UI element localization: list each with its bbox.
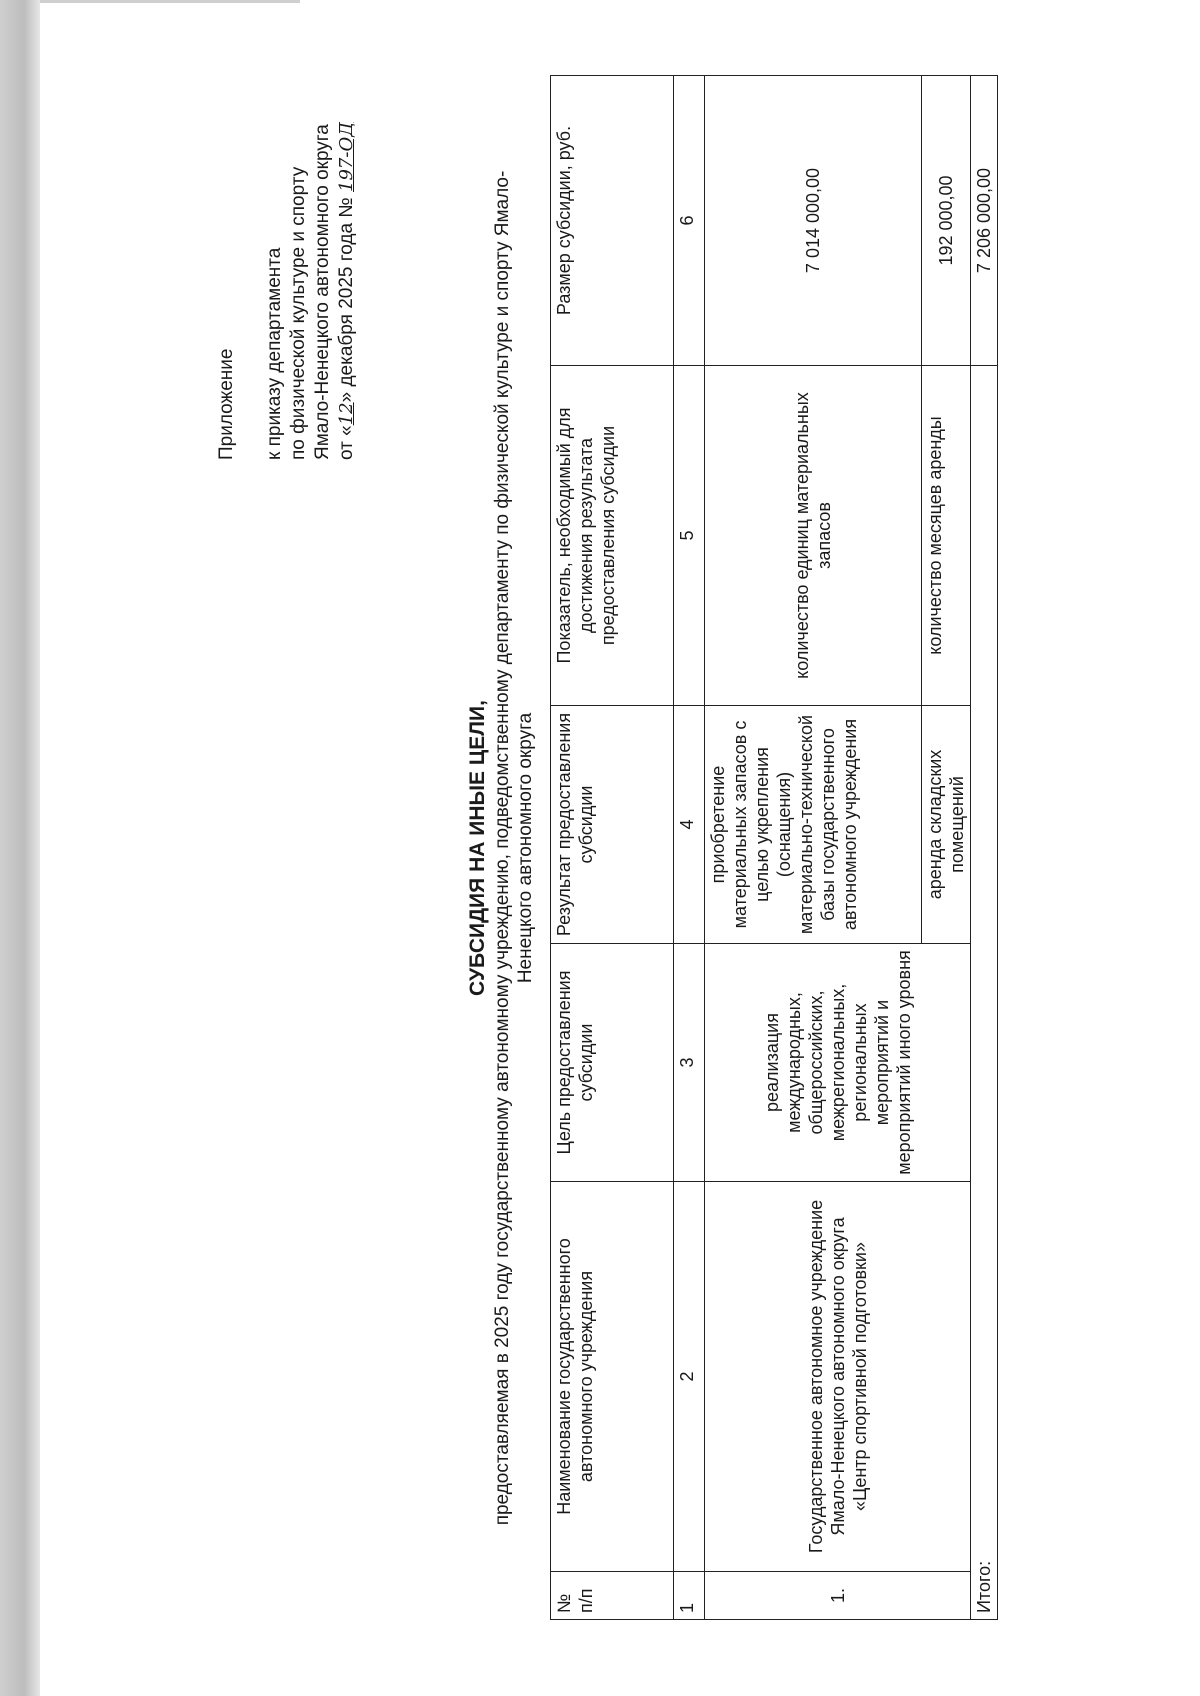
date-middle: » декабря 2025 года № (336, 197, 357, 403)
column-number-3: 3 (674, 944, 705, 1182)
document-subtitle: предоставляемая в 2025 году государственному автономному учреждению, подведомственному департаменту по физической культуре и спорту Ямало-Ненецкого автономного округа (492, 170, 536, 1526)
row-institution: Государственное автономное учреждение Ямало-Ненецкого автономного округа «Центр спортивной подготовки» (705, 1182, 971, 1572)
total-amount: 7 206 000,00 (971, 76, 998, 366)
column-number-4: 4 (674, 706, 705, 944)
row-goal: реализация международных, общероссийских, межрегиональных, региональных мероприятий и мероприятий иного уровня (705, 944, 971, 1182)
row-amount-1: 7 014 000,00 (705, 76, 922, 366)
column-number-1: 1 (674, 1572, 705, 1620)
header-institution: Наименование государственного автономного учреждения (551, 1182, 674, 1572)
annex-date-line (335, 70, 359, 460)
row-amount-2: 192 000,00 (922, 76, 971, 366)
annex-line-2: по физической культуре и спорту (288, 166, 309, 460)
subsidy-table (550, 75, 998, 1620)
header-result: Результат предоставления субсидии (551, 706, 674, 944)
row-indicator-1: количество единиц материальных запасов (705, 366, 922, 706)
column-numbers-row (674, 76, 705, 1620)
header-goal: Цель предоставления субсидии (551, 944, 674, 1182)
document-page (65, 68, 1105, 1628)
row-indicator-2: количество месяцев аренды (922, 366, 971, 706)
annex-line-1: к приказу департамента (264, 247, 285, 460)
table-row (705, 76, 922, 1620)
annex-block (215, 70, 359, 460)
row-result-1: приобретение материальных запасов с целью укрепления (оснащения) материально-технической базы государственного автономного учреждения (705, 706, 922, 944)
header-indicator: Показатель, необходимый для достижения результата предоставления субсидии (551, 366, 674, 706)
row-result-2: аренда складских помещений (922, 706, 971, 944)
order-number: 197-ОД (336, 122, 357, 192)
header-number: № п/п (551, 1572, 674, 1620)
date-prefix: от « (336, 425, 357, 460)
scan-top-line (40, 0, 300, 3)
header-amount: Размер субсидии, руб. (551, 76, 674, 366)
row-number: 1. (705, 1572, 971, 1620)
annex-title: Приложение (216, 348, 237, 460)
date-day: 12 (336, 402, 357, 426)
total-row (971, 76, 998, 1620)
table-header-row (551, 76, 674, 1620)
column-number-2: 2 (674, 1182, 705, 1572)
column-number-5: 5 (674, 366, 705, 706)
document-title: СУБСИДИЯ НА ИНЫЕ ЦЕЛИ, (466, 700, 489, 996)
scan-edge-shadow (0, 0, 40, 1696)
column-number-6: 6 (674, 76, 705, 366)
total-label: Итого: (971, 366, 998, 1620)
annex-line-3: Ямало-Ненецкого автономного округа (312, 124, 333, 460)
